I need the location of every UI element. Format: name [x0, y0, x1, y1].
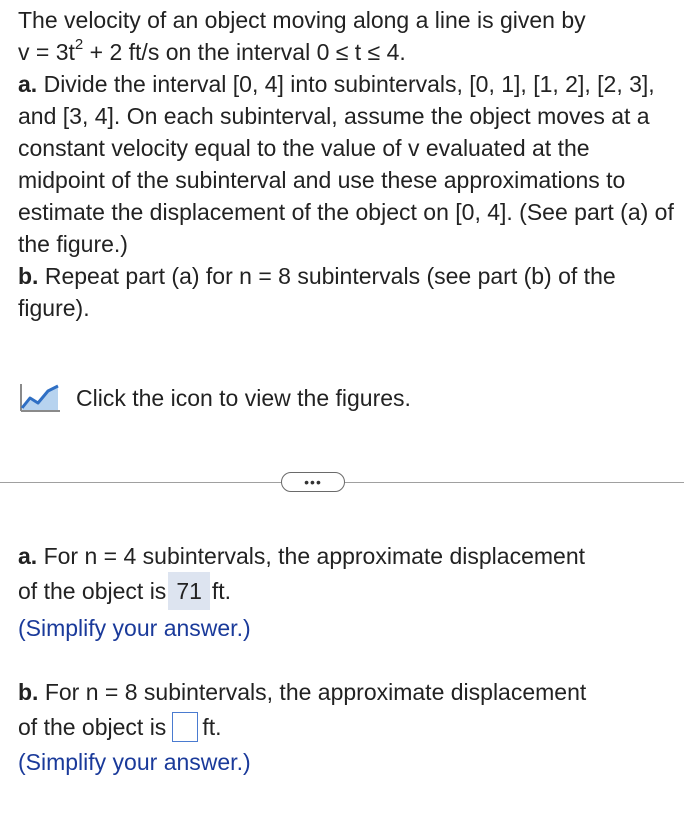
answer-b	[18, 676, 678, 778]
chart-icon[interactable]	[18, 382, 62, 414]
answer-b-unit: ft.	[202, 714, 222, 740]
answer-a	[18, 540, 678, 644]
answer-a-label: a.	[18, 543, 38, 569]
answer-a-hint: (Simplify your answer.)	[18, 615, 251, 641]
part-a-label: a.	[18, 71, 38, 97]
exponent: 2	[74, 36, 84, 54]
interval-text: + 2 ft/s on the interval 0 ≤ t ≤ 4.	[83, 39, 406, 65]
velocity-formula: v = 3t	[18, 39, 75, 65]
answer-a-value-field[interactable]: 71	[168, 572, 210, 610]
answer-a-prompt: For n = 4 subintervals, the approximate displacement	[37, 543, 585, 569]
answer-a-line-1	[18, 540, 678, 572]
answer-b-input[interactable]	[172, 712, 198, 742]
answer-b-line-1	[18, 676, 678, 708]
answer-b-label: b.	[18, 679, 39, 705]
part-b-body: Repeat part (a) for n = 8 subintervals (see part (b) of the figure).	[18, 263, 623, 321]
answer-b-pre: of the object is	[18, 714, 167, 740]
view-figures-link[interactable]	[18, 382, 411, 414]
answer-a-pre: of the object is	[18, 578, 167, 604]
part-b-label: b.	[18, 263, 39, 289]
question-line-1: The velocity of an object moving along a line is given by	[18, 7, 586, 33]
question-line-2	[18, 36, 678, 68]
expand-more-button[interactable]: •••	[281, 472, 345, 492]
answer-b-prompt: For n = 8 subintervals, the approximate displacement	[38, 679, 587, 705]
part-a-text	[18, 68, 681, 260]
answer-b-line-2	[18, 708, 678, 746]
question-text	[18, 4, 681, 324]
part-b-text	[18, 260, 678, 324]
answer-a-line-2	[18, 572, 678, 610]
answer-b-hint: (Simplify your answer.)	[18, 749, 251, 775]
part-a-body: Divide the interval [0, 4] into subintervals, [0, 1], [1, 2], [2, 3], and [3, 4]. On each subinterval, assume the object moves at a constant velocity equal to the value of v evaluated at the midpoint of the subinterval and use these approximations to estimate the displacement of the object on [0, 4]. (See part (a) of the figure.)	[18, 71, 681, 257]
view-figures-label[interactable]: Click the icon to view the figures.	[76, 385, 411, 411]
answer-a-unit: ft.	[211, 578, 232, 604]
